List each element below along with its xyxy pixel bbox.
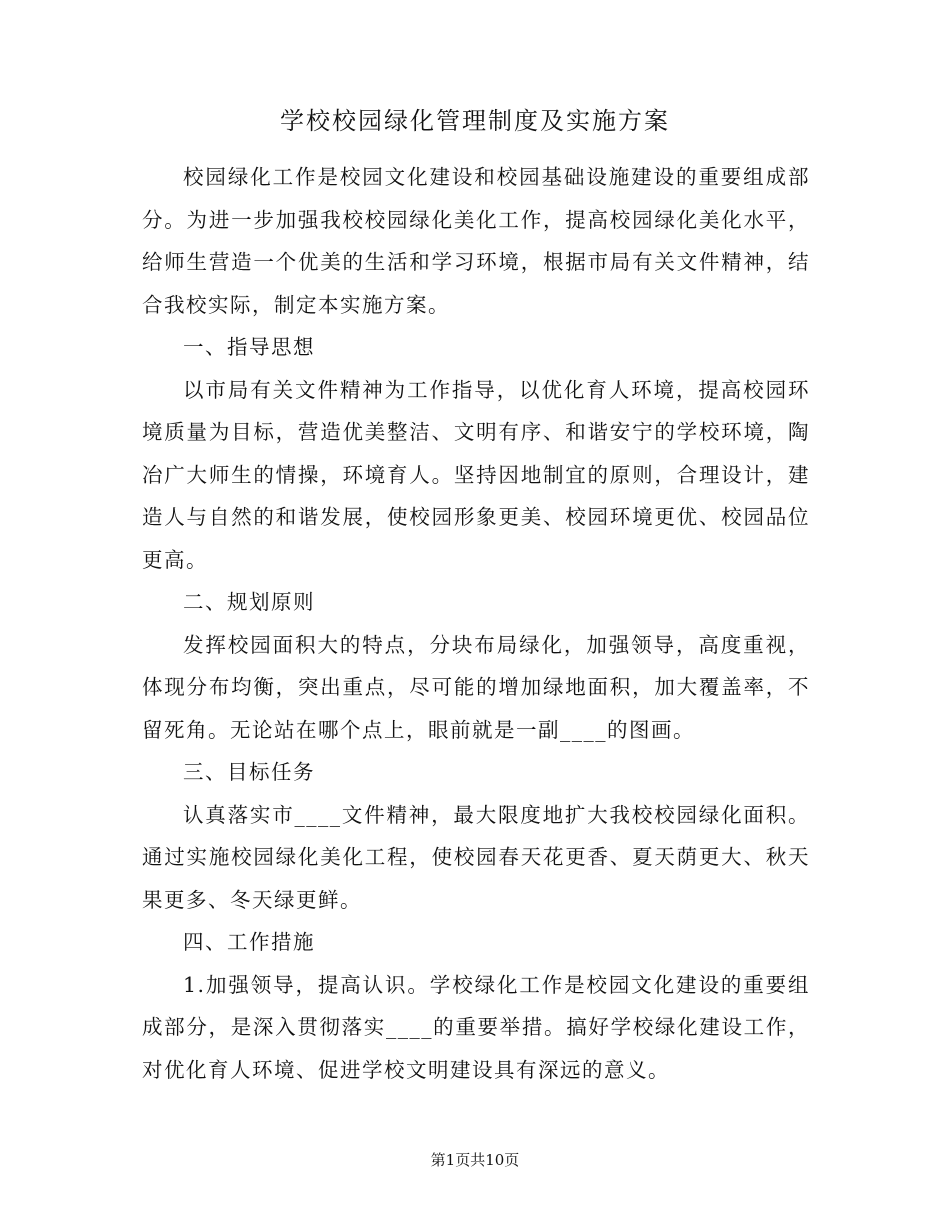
paragraph-work-measures-1: 1.加强领导，提高认识。学校绿化工作是校园文化建设的重要组成部分，是深入贯彻落实____的重要举措。搞好学校绿化建设工作，对优化育人环境、促进学校文明建设具有深远的意义。	[142, 972, 810, 1082]
document-body	[142, 156, 810, 1091]
section-heading-planning-principles: 二、规划原则	[183, 590, 315, 614]
paragraph-planning-principles: 发挥校园面积大的特点，分块布局绿化，加强领导，高度重视，体现分布均衡，突出重点，尽可能的增加绿地面积，加大覆盖率，不留死角。无论站在哪个点上，眼前就是一副____的图画。	[142, 632, 810, 742]
section-heading-guiding-ideology: 一、指导思想	[183, 335, 315, 359]
section-heading-work-measures: 四、工作措施	[183, 930, 315, 954]
paragraph-goals-tasks: 认真落实市____文件精神，最大限度地扩大我校校园绿化面积。通过实施校园绿化美化工程，使校园春天花更香、夏天荫更大、秋天果更多、冬天绿更鲜。	[142, 802, 810, 912]
document-title: 学校校园绿化管理制度及实施方案	[280, 107, 670, 135]
paragraph-guiding-ideology: 以市局有关文件精神为工作指导，以优化育人环境，提高校园环境质量为目标，营造优美整洁、文明有序、和谐安宁的学校环境，陶冶广大师生的情操，环境育人。坚持因地制宜的原则，合理设计，建造人与自然的和谐发展，使校园形象更美、校园环境更优、校园品位更高。	[142, 377, 810, 572]
section-heading-goals-tasks: 三、目标任务	[183, 760, 315, 784]
page-number-footer: 第1页共10页	[430, 1151, 520, 1169]
paragraph-intro: 校园绿化工作是校园文化建设和校园基础设施建设的重要组成部分。为进一步加强我校校园绿化美化工作，提高校园绿化美化水平，给师生营造一个优美的生活和学习环境，根据市局有关文件精神，结合我校实际，制定本实施方案。	[142, 165, 810, 317]
